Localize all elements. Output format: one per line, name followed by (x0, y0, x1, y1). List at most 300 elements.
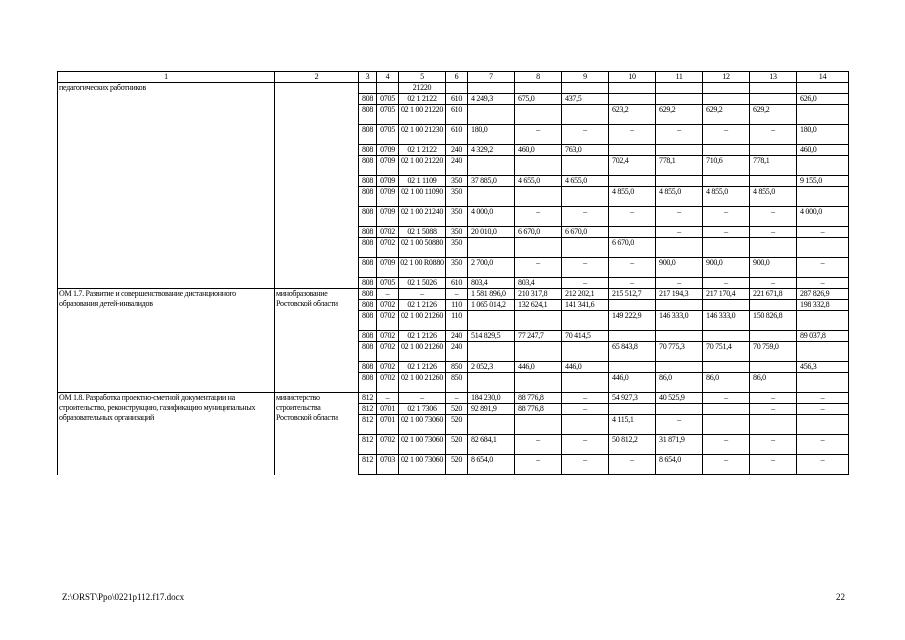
column-header: 11 (656, 72, 703, 83)
table-cell: 50 812,2 (609, 435, 656, 455)
table-cell: 110 (446, 311, 468, 331)
table-cell (515, 187, 562, 207)
table-cell: 141 341,6 (562, 300, 609, 311)
table-cell: 88 776,8 (515, 393, 562, 404)
table-cell (609, 362, 656, 373)
table-cell: 02 1 2126 (399, 362, 446, 373)
table-cell: 240 (446, 145, 468, 156)
table-cell: – (377, 393, 399, 404)
table-cell: 240 (446, 342, 468, 362)
table-cell: 150 826,8 (750, 311, 797, 331)
table-cell: 437,5 (562, 94, 609, 105)
table-cell: – (399, 289, 446, 300)
table-cell (750, 362, 797, 373)
table-cell: 6 670,0 (609, 238, 656, 258)
table-cell: 40 525,9 (656, 393, 703, 404)
table-cell: – (609, 278, 656, 289)
table-cell (703, 331, 750, 342)
table-cell: 02 1 00 21260 (399, 342, 446, 362)
table-cell: 0709 (377, 258, 399, 278)
table-cell: 88 776,8 (515, 404, 562, 415)
table-cell: 778,1 (750, 156, 797, 176)
table-cell (703, 145, 750, 156)
table-cell: 808 (359, 105, 377, 125)
table-cell (562, 187, 609, 207)
table-cell: 0702 (377, 300, 399, 311)
table-cell (609, 145, 656, 156)
table-cell (609, 404, 656, 415)
table-cell: 287 826,9 (797, 289, 849, 300)
table-cell (515, 373, 562, 393)
table-cell: 0705 (377, 105, 399, 125)
table-cell: 350 (446, 176, 468, 187)
table-cell: – (562, 435, 609, 455)
table-cell: 610 (446, 125, 468, 145)
table-cell: 763,0 (562, 145, 609, 156)
table-cell: 808 (359, 187, 377, 207)
table-cell: – (609, 125, 656, 145)
table-cell: 70 751,4 (703, 342, 750, 362)
table-cell: 184 230,0 (468, 393, 515, 404)
table-cell (703, 83, 750, 94)
table-cell (562, 311, 609, 331)
table-cell: 808 (359, 145, 377, 156)
table-cell (750, 238, 797, 258)
table-cell: 70 775,3 (656, 342, 703, 362)
table-cell (609, 300, 656, 311)
table-cell: 446,0 (562, 362, 609, 373)
table-cell: 02 1 00 21240 (399, 207, 446, 227)
table-cell: 6 670,0 (562, 227, 609, 238)
table-cell (656, 94, 703, 105)
table-cell: – (656, 415, 703, 435)
table-cell (656, 238, 703, 258)
table-cell: 146 333,0 (703, 311, 750, 331)
table-cell (359, 83, 377, 94)
table-cell: 65 843,8 (609, 342, 656, 362)
table-cell: 610 (446, 94, 468, 105)
table-cell: – (703, 125, 750, 145)
column-header: 1 (58, 72, 275, 83)
table-cell: – (750, 404, 797, 415)
table-cell: 0705 (377, 125, 399, 145)
column-header: 9 (562, 72, 609, 83)
table-cell: 812 (359, 404, 377, 415)
table-cell: 0709 (377, 145, 399, 156)
table-cell: 808 (359, 94, 377, 105)
table-cell (468, 342, 515, 362)
column-header: 7 (468, 72, 515, 83)
table-cell: 808 (359, 289, 377, 300)
table-cell (703, 300, 750, 311)
column-header: 8 (515, 72, 562, 83)
table-cell (750, 415, 797, 435)
table-cell: 0701 (377, 404, 399, 415)
table-cell (562, 373, 609, 393)
table-cell: – (446, 289, 468, 300)
table-cell: 0702 (377, 311, 399, 331)
table-cell: 812 (359, 435, 377, 455)
table-cell: 02 1 2126 (399, 331, 446, 342)
table-cell (797, 156, 849, 176)
table-cell: – (562, 258, 609, 278)
table-cell: 702,4 (609, 156, 656, 176)
table-cell (750, 83, 797, 94)
table-cell (703, 415, 750, 435)
table-cell (562, 415, 609, 435)
table-cell (609, 83, 656, 94)
table-cell: 02 1 00 21260 (399, 373, 446, 393)
table-cell: 146 333,0 (656, 311, 703, 331)
table-cell: – (656, 207, 703, 227)
table-cell: 808 (359, 278, 377, 289)
table-cell (468, 238, 515, 258)
table-cell: – (750, 125, 797, 145)
table-cell: – (515, 207, 562, 227)
table-cell: 808 (359, 156, 377, 176)
table-cell: – (703, 455, 750, 475)
table-cell (562, 342, 609, 362)
table-cell: 808 (359, 373, 377, 393)
table-cell: – (797, 278, 849, 289)
table-cell: 0702 (377, 227, 399, 238)
table-cell (750, 176, 797, 187)
table-cell: – (656, 125, 703, 145)
table-cell: 02 1 1109 (399, 176, 446, 187)
table-cell: 221 671,8 (750, 289, 797, 300)
table-cell: 8 654,0 (656, 455, 703, 475)
table-cell: 0705 (377, 94, 399, 105)
table-cell: – (703, 227, 750, 238)
table-cell: 70 414,5 (562, 331, 609, 342)
table-cell: 198 332,8 (797, 300, 849, 311)
table-cell (609, 331, 656, 342)
table-cell: 02 1 00 50880 (399, 238, 446, 258)
table-cell: 4 655,0 (562, 176, 609, 187)
row-description: педагогических работников (58, 83, 275, 289)
table-cell: 02 1 00 R0880 (399, 258, 446, 278)
table-cell: 02 1 2122 (399, 94, 446, 105)
table-cell: 0702 (377, 435, 399, 455)
table-cell: 2 700,0 (468, 258, 515, 278)
table-cell: 180,0 (468, 125, 515, 145)
table-cell (750, 94, 797, 105)
table-cell: 710,6 (703, 156, 750, 176)
table-cell: 240 (446, 331, 468, 342)
table-cell: 6 670,0 (515, 227, 562, 238)
table-cell: 803,4 (515, 278, 562, 289)
table-cell: 812 (359, 393, 377, 404)
table-cell: – (562, 278, 609, 289)
table-cell: 240 (446, 156, 468, 176)
table-cell: – (515, 125, 562, 145)
table-cell: – (562, 404, 609, 415)
table-cell: 808 (359, 300, 377, 311)
table-cell: – (562, 207, 609, 227)
table-cell: 900,0 (750, 258, 797, 278)
table-cell: – (703, 393, 750, 404)
table-cell: 02 1 2126 (399, 300, 446, 311)
column-header: 6 (446, 72, 468, 83)
table-cell: 0709 (377, 156, 399, 176)
table-cell: 900,0 (703, 258, 750, 278)
table-cell: 808 (359, 176, 377, 187)
table-cell: 21220 (399, 83, 446, 94)
column-header: 2 (275, 72, 359, 83)
table-cell: 92 891,9 (468, 404, 515, 415)
table-row (58, 289, 849, 300)
table-cell: 02 1 00 73060 (399, 415, 446, 435)
table-cell: 520 (446, 455, 468, 475)
table-cell: 9 155,0 (797, 176, 849, 187)
table-cell: 215 512,7 (609, 289, 656, 300)
table-cell: 778,1 (656, 156, 703, 176)
table-cell: – (797, 455, 849, 475)
table-cell: 675,0 (515, 94, 562, 105)
table-cell (377, 83, 399, 94)
table-cell: 37 885,0 (468, 176, 515, 187)
table-cell: 4 249,3 (468, 94, 515, 105)
table-cell: 132 624,1 (515, 300, 562, 311)
table-cell: 02 1 00 73060 (399, 455, 446, 475)
table-cell: 0709 (377, 176, 399, 187)
table-cell: 82 684,1 (468, 435, 515, 455)
table-cell (750, 300, 797, 311)
table-cell: 808 (359, 227, 377, 238)
table-cell (515, 311, 562, 331)
table-cell (656, 300, 703, 311)
table-cell: 02 1 7306 (399, 404, 446, 415)
table-cell: 180,0 (797, 125, 849, 145)
table-cell: 02 1 00 21220 (399, 156, 446, 176)
table-cell: 456,3 (797, 362, 849, 373)
table-cell (468, 373, 515, 393)
table-cell: – (750, 278, 797, 289)
table-cell: 520 (446, 415, 468, 435)
table-cell: 77 247,7 (515, 331, 562, 342)
table-cell (797, 187, 849, 207)
table-cell: – (750, 207, 797, 227)
column-header: 10 (609, 72, 656, 83)
table-cell: 0702 (377, 362, 399, 373)
table-cell: 808 (359, 331, 377, 342)
table-cell: – (750, 455, 797, 475)
table-cell (609, 227, 656, 238)
table-cell (703, 238, 750, 258)
table-cell: 4 000,0 (797, 207, 849, 227)
table-cell: 1 065 014,2 (468, 300, 515, 311)
table-cell: 0702 (377, 373, 399, 393)
table-cell (468, 187, 515, 207)
table-cell: 629,2 (703, 105, 750, 125)
table-cell: 850 (446, 362, 468, 373)
table-cell: 0703 (377, 455, 399, 475)
column-header: 14 (797, 72, 849, 83)
table-cell: 4 855,0 (703, 187, 750, 207)
row-responsible (275, 83, 359, 289)
table-cell (515, 342, 562, 362)
table-cell (515, 238, 562, 258)
table-cell: 31 871,9 (656, 435, 703, 455)
table-cell: 4 855,0 (656, 187, 703, 207)
table-cell: 520 (446, 435, 468, 455)
table-cell: 1 581 896,0 (468, 289, 515, 300)
table-cell: 149 222,9 (609, 311, 656, 331)
table-cell (515, 105, 562, 125)
table-cell (468, 83, 515, 94)
table-cell: 460,0 (797, 145, 849, 156)
table-cell: – (562, 125, 609, 145)
table-cell: – (703, 207, 750, 227)
table-cell (750, 331, 797, 342)
table-cell: 86,0 (750, 373, 797, 393)
table-cell: 803,4 (468, 278, 515, 289)
table-cell: 350 (446, 258, 468, 278)
table-cell (797, 83, 849, 94)
table-cell (797, 415, 849, 435)
budget-table (57, 71, 849, 475)
table-cell (797, 105, 849, 125)
table-cell: 8 654,0 (468, 455, 515, 475)
table-cell: 0705 (377, 278, 399, 289)
table-cell: – (750, 227, 797, 238)
table-cell: 812 (359, 415, 377, 435)
table-cell: 629,2 (656, 105, 703, 125)
table-cell: 808 (359, 342, 377, 362)
table-cell: 520 (446, 404, 468, 415)
column-header: 13 (750, 72, 797, 83)
table-cell (703, 94, 750, 105)
table-cell: 4 115,1 (609, 415, 656, 435)
table-cell: 70 759,0 (750, 342, 797, 362)
table-cell: 446,0 (609, 373, 656, 393)
table-cell: – (656, 278, 703, 289)
table-cell: 89 037,8 (797, 331, 849, 342)
table-cell: 626,0 (797, 94, 849, 105)
table-cell: 808 (359, 238, 377, 258)
table-cell: 110 (446, 300, 468, 311)
table-cell: 2 052,3 (468, 362, 515, 373)
column-header: 5 (399, 72, 446, 83)
table-cell: 460,0 (515, 145, 562, 156)
table-cell: – (562, 393, 609, 404)
table-cell (750, 145, 797, 156)
table-cell: – (797, 393, 849, 404)
table-cell (703, 404, 750, 415)
table-cell: – (750, 393, 797, 404)
table-cell: 350 (446, 238, 468, 258)
table-cell: – (515, 258, 562, 278)
table-cell (562, 156, 609, 176)
table-cell: – (609, 207, 656, 227)
table-cell (562, 238, 609, 258)
table-cell: 02 1 5026 (399, 278, 446, 289)
table-cell: 0709 (377, 207, 399, 227)
table-cell (446, 83, 468, 94)
table-cell: 808 (359, 311, 377, 331)
table-cell (515, 83, 562, 94)
table-cell: 217 194,3 (656, 289, 703, 300)
table-cell: – (562, 455, 609, 475)
table-cell: 4 000,0 (468, 207, 515, 227)
table-cell: 4 855,0 (609, 187, 656, 207)
table-cell: – (515, 435, 562, 455)
table-cell: 808 (359, 125, 377, 145)
row-responsible: минобразование Ростовской области (275, 289, 359, 393)
table-cell (797, 342, 849, 362)
table-cell (562, 105, 609, 125)
table-cell: – (703, 278, 750, 289)
table-cell (656, 83, 703, 94)
table-cell: 0701 (377, 415, 399, 435)
table-cell: 4 855,0 (750, 187, 797, 207)
table-cell (468, 105, 515, 125)
table-cell: 02 1 00 73060 (399, 435, 446, 455)
column-header: 3 (359, 72, 377, 83)
table-cell: 610 (446, 105, 468, 125)
table-cell: – (399, 393, 446, 404)
table-cell: 0702 (377, 342, 399, 362)
table-cell: – (656, 227, 703, 238)
footer-file-path: Z:\ORST\Ppo\0221p112.f17.docx (62, 592, 185, 602)
table-cell (656, 404, 703, 415)
column-header: 12 (703, 72, 750, 83)
table-cell: – (609, 455, 656, 475)
table-cell (703, 362, 750, 373)
page-number: 22 (836, 592, 845, 602)
table-cell: 86,0 (703, 373, 750, 393)
table-cell: 350 (446, 227, 468, 238)
table-cell: 217 170,4 (703, 289, 750, 300)
table-cell: 350 (446, 207, 468, 227)
table-cell: 02 1 00 21220 (399, 105, 446, 125)
table-cell: – (797, 258, 849, 278)
table-cell: – (797, 227, 849, 238)
table-cell (609, 94, 656, 105)
table-row (58, 393, 849, 404)
table-cell (609, 176, 656, 187)
table-cell: 02 1 5088 (399, 227, 446, 238)
table-cell: 54 927,3 (609, 393, 656, 404)
table-cell (515, 156, 562, 176)
table-cell (468, 415, 515, 435)
table-cell: 86,0 (656, 373, 703, 393)
table-cell (703, 176, 750, 187)
table-cell: 20 010,0 (468, 227, 515, 238)
table-cell (797, 311, 849, 331)
table-cell: – (515, 455, 562, 475)
table-cell: 02 1 2122 (399, 145, 446, 156)
row-description: ОМ 1.7. Развитие и совершенствование дистанционного образования детей-инвалидов (58, 289, 275, 393)
table-cell: 4 329,2 (468, 145, 515, 156)
table-cell: 808 (359, 362, 377, 373)
table-header-row (58, 72, 849, 83)
table-cell: 808 (359, 207, 377, 227)
table-cell: 212 202,1 (562, 289, 609, 300)
table-cell (656, 145, 703, 156)
table-cell: 514 829,5 (468, 331, 515, 342)
table-cell: 02 1 00 11090 (399, 187, 446, 207)
table-cell (468, 311, 515, 331)
table-cell: 850 (446, 373, 468, 393)
table-cell (656, 331, 703, 342)
table-cell: 0709 (377, 187, 399, 207)
table-cell (797, 238, 849, 258)
table-cell: 4 655,0 (515, 176, 562, 187)
table-cell: – (609, 258, 656, 278)
table-cell: 610 (446, 278, 468, 289)
row-description: ОМ 1.8. Разработка проектно-сметной документации на строительство, реконструкцию, газификацию муниципальных образовательных организаций (58, 393, 275, 475)
